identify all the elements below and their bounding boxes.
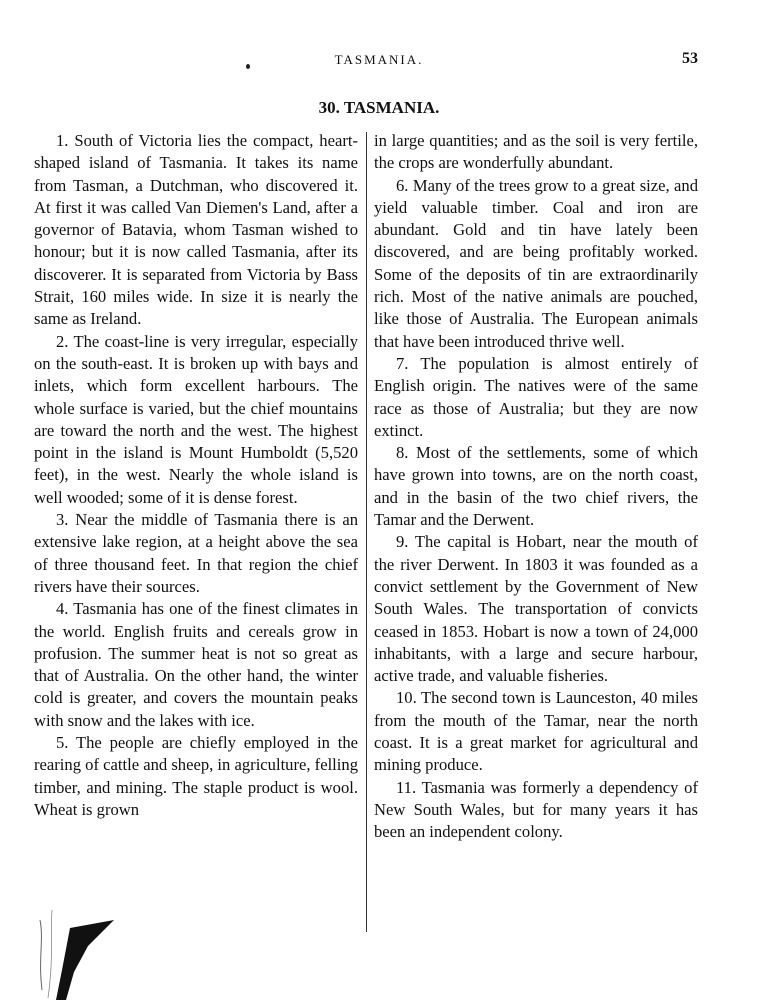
paragraph-5-continued: in large quantities; and as the soil is very fertile, the crops are wonderfully abundant. (374, 131, 698, 173)
paragraph-6: 6. Many of the trees grow to a great size, and yield valuable timber. Coal and iron are abundant. Gold and tin have lately been discovered, and are being profitably worked. Some of the deposits of tin are extraordinarily rich. Most of the native animals are pouched, like those of Australia. The European animals that have been introduced thrive well. (374, 175, 698, 351)
paragraph-10: 10. The second town is Launceston, 40 miles from the mouth of the Tamar, near the north coast. It is a great market for agricultural and mining produce. (374, 688, 698, 775)
ink-speck (246, 64, 250, 69)
paragraph-11: 11. Tasmania was formerly a dependency of New South Wales, but for many years it has been an independent colony. (374, 777, 698, 842)
paragraph-2: 2. The coast-line is very irregular, especially on the south-east. It is broken up with bays and inlets, which form excellent harbours. The whole surface is varied, but the chief mountains are toward the north and the west. The highest point in the island is Mount Humboldt (5,520 feet), in the west. Nearly the whole island is well wooded; some of it is dense forest. (34, 331, 358, 507)
page-tear-mark (30, 910, 130, 1000)
running-head: TASMANIA. (334, 52, 424, 67)
paragraph-7: 7. The population is almost entirely of English origin. The natives were of the same race as those of Australia; but they are now extinct. (374, 353, 698, 440)
paragraph-9: 9. The capital is Hobart, near the mouth of the river Derwent. In 1803 it was founded as a convict settlement by the Government of New South Wales. The transportation of convicts ceased in 1853. Hobart is now a town of 24,000 inhabitants, with a large and secure harbour, active trade, and valuable fisheries. (374, 532, 698, 686)
paragraph-8: 8. Most of the settlements, some of which have grown into towns, are on the north coast, and in the basin of the two chief rivers, the Tamar and the Derwent. (374, 443, 698, 530)
page-number: 53 (682, 50, 698, 67)
section-title: 30. TASMANIA. (318, 98, 440, 117)
right-column (374, 130, 698, 844)
left-column (34, 130, 358, 821)
paragraph-3: 3. Near the middle of Tasmania there is an extensive lake region, at a height above the sea of three thousand feet. In that region the chief rivers have their sources. (34, 510, 358, 596)
column-divider (366, 132, 367, 932)
paragraph-1: 1. South of Victoria lies the compact, heart-shaped island of Tasmania. It takes its name from Tasman, a Dutchman, who discovered it. At first it was called Van Diemen's Land, after a governor of Batavia, whom Tasman wished to honour; but it is now called Tasmania, after its discoverer. It is separated from Victoria by Bass Strait, 160 miles wide. In size it is nearly the same as Ireland. (34, 131, 358, 329)
paragraph-4: 4. Tasmania has one of the finest climates in the world. English fruits and cereals grow in profusion. The summer heat is not so great as that of Australia. On the other hand, the winter cold is greater, and covers the mountain peaks with snow and the lakes with ice. (34, 599, 358, 730)
paragraph-5: 5. The people are chiefly employed in the rearing of cattle and sheep, in agriculture, felling timber, and mining. The staple product is wool. Wheat is grown (34, 733, 358, 819)
